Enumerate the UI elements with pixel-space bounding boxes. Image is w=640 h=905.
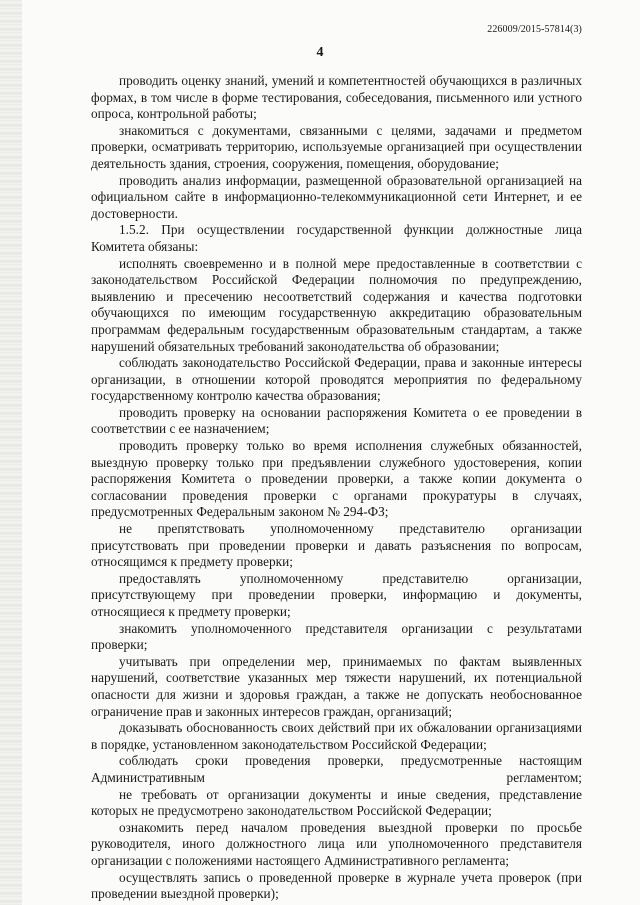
paragraph: проводить проверку на основании распоряжения Комитета о ее проведении в соответствии с ее назначением; xyxy=(91,404,582,437)
paragraph: ознакомить перед началом проведения выездной проверки по просьбе руководителя, иного должностного лица или уполномоченного представителя организации с положениями настоящего Административного регламента; xyxy=(91,819,582,868)
paragraph: соблюдать сроки проведения проверки, предусмотренные настоящим Административным регламентом; xyxy=(91,753,582,785)
scan-edge-shadow xyxy=(0,0,22,905)
paragraph: не препятствовать уполномоченному представителю организации присутствовать при проведении проверки и давать разъяснения по вопросам, относящимся к предмету проверки; xyxy=(91,521,582,570)
paragraph: не требовать от организации документы и иные сведения, представление которых не предусмотрено законодательством Российской Федерации; xyxy=(91,786,582,819)
paragraph: 1.5.2. При осуществлении государственной функции должностные лица Комитета обязаны: xyxy=(91,222,582,254)
paragraph: проводить анализ информации, размещенной образовательной организацией на официальном сайте в информационно-телекоммуникационной сети Интернет, и ее достоверности. xyxy=(91,172,582,221)
paragraph: знакомить уполномоченного представителя организации с результатами проверки; xyxy=(91,620,582,653)
paragraph: доказывать обоснованность своих действий при их обжаловании организациями в порядке, установленном законодательством Российской Федерации; xyxy=(91,720,582,752)
paragraph: предоставлять уполномоченному представителю организации, присутствующему при проведении проверки, информацию и документы, относящиеся к предмету проверки; xyxy=(91,570,582,619)
paragraph: исполнять своевременно и в полной мере предоставленные в соответствии с законодательством Российской Федерации полномочия по предупреждению, выявлению и пресечению несоответствий содержания и качества подготовки обучающихся по имеющим государственную аккредитацию образовательным программам федеральным государственным образовательным стандартам, а также нарушений обязательных требований законодательства об образовании; xyxy=(91,255,582,354)
document-id: 226009/2015-57814(3) xyxy=(487,24,582,35)
page-number: 4 xyxy=(316,45,324,60)
body-text xyxy=(91,73,582,903)
paragraph: осуществлять запись о проведенной проверке в журнале учета проверок (при проведении выездной проверки); xyxy=(91,869,582,902)
paragraph: соблюдать законодательство Российской Федерации, права и законные интересы организации, в отношении которой проводятся мероприятия по федеральному государственному контролю качества образования; xyxy=(91,355,582,404)
paragraph: знакомиться с документами, связанными с целями, задачами и предметом проверки, осматривать территорию, используемые организацией при осуществлении деятельность здания, строения, сооружения, помещения, оборудование; xyxy=(91,122,582,171)
paragraph: проводить оценку знаний, умений и компетентностей обучающихся в различных формах, в том числе в форме тестирования, собеседования, письменного или устного опроса, контрольной работы; xyxy=(91,73,582,122)
paragraph: проводить проверку только во время исполнения служебных обязанностей, выездную проверку только при предъявлении служебного удостоверения, копии распоряжения Комитета о проведении проверки, а также копии документа о согласовании проведения проверки с органами прокуратуры в случаях, предусмотренных Федеральным законом № 294-ФЗ; xyxy=(91,438,582,520)
paragraph: учитывать при определении мер, принимаемых по фактам выявленных нарушений, соответствие указанных мер тяжести нарушений, их потенциальной опасности для жизни и здоровья граждан, а также не допускать необоснованное ограничение прав и законных интересов граждан, организаций; xyxy=(91,653,582,719)
